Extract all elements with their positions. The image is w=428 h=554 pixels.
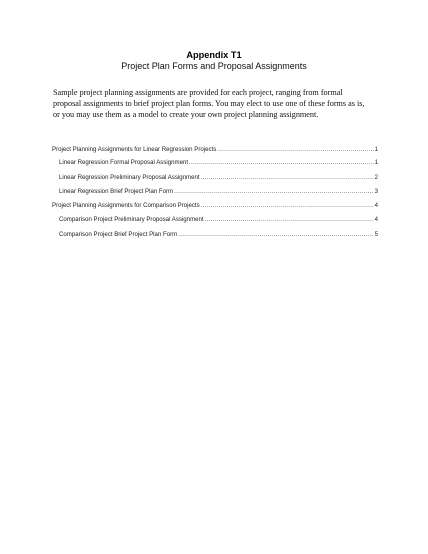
toc-entry-label: Linear Regression Brief Project Plan Form [59, 188, 174, 195]
toc-page-number: 4 [374, 216, 378, 223]
toc-entry-label: Linear Regression Formal Proposal Assignment [59, 159, 189, 166]
toc-entry-label: Project Planning Assignments for Linear Regression Projects [52, 146, 217, 153]
toc-page-number: 2 [374, 174, 378, 181]
toc-entry-linear-preliminary-proposal[interactable] [59, 174, 378, 183]
toc-dot-leader [174, 188, 373, 195]
toc-entry-comparison-preliminary-proposal[interactable] [59, 216, 378, 225]
intro-line: or you may use them as a model to create your own project planning assignment. [53, 110, 319, 119]
toc-page-number: 1 [374, 146, 378, 153]
intro-paragraph [53, 87, 383, 120]
intro-line: proposal assignments to brief project plan forms. You may elect to use one of these forms as is, [53, 99, 365, 108]
toc-entry-comparison-section[interactable] [52, 202, 378, 211]
toc-entry-label: Comparison Project Brief Project Plan Form [59, 231, 178, 238]
toc-page-number: 5 [374, 231, 378, 238]
toc-dot-leader [201, 202, 374, 209]
toc-entry-label: Comparison Project Preliminary Proposal Assignment [59, 216, 204, 223]
toc-dot-leader [178, 231, 373, 238]
toc-dot-leader [217, 146, 373, 153]
appendix-subtitle: Project Plan Forms and Proposal Assignments [121, 61, 307, 71]
toc-dot-leader [205, 216, 374, 223]
toc-entry-linear-formal-proposal[interactable] [59, 159, 378, 168]
toc-dot-leader [201, 174, 374, 181]
toc-page-number: 1 [374, 159, 378, 166]
intro-line: Sample project planning assignments are provided for each project, ranging from formal [53, 88, 343, 97]
toc-entry-linear-regression-section[interactable] [52, 146, 378, 155]
toc-entry-label: Project Planning Assignments for Comparison Projects [52, 202, 200, 209]
toc-dot-leader [189, 159, 374, 166]
toc-entry-linear-brief-plan[interactable] [59, 188, 378, 197]
appendix-title: Appendix T1 [186, 50, 242, 60]
toc-entry-comparison-brief-plan[interactable] [59, 231, 378, 240]
toc-page-number: 4 [374, 202, 378, 209]
toc-page-number: 3 [374, 188, 378, 195]
toc-entry-label: Linear Regression Preliminary Proposal Assignment [59, 174, 200, 181]
